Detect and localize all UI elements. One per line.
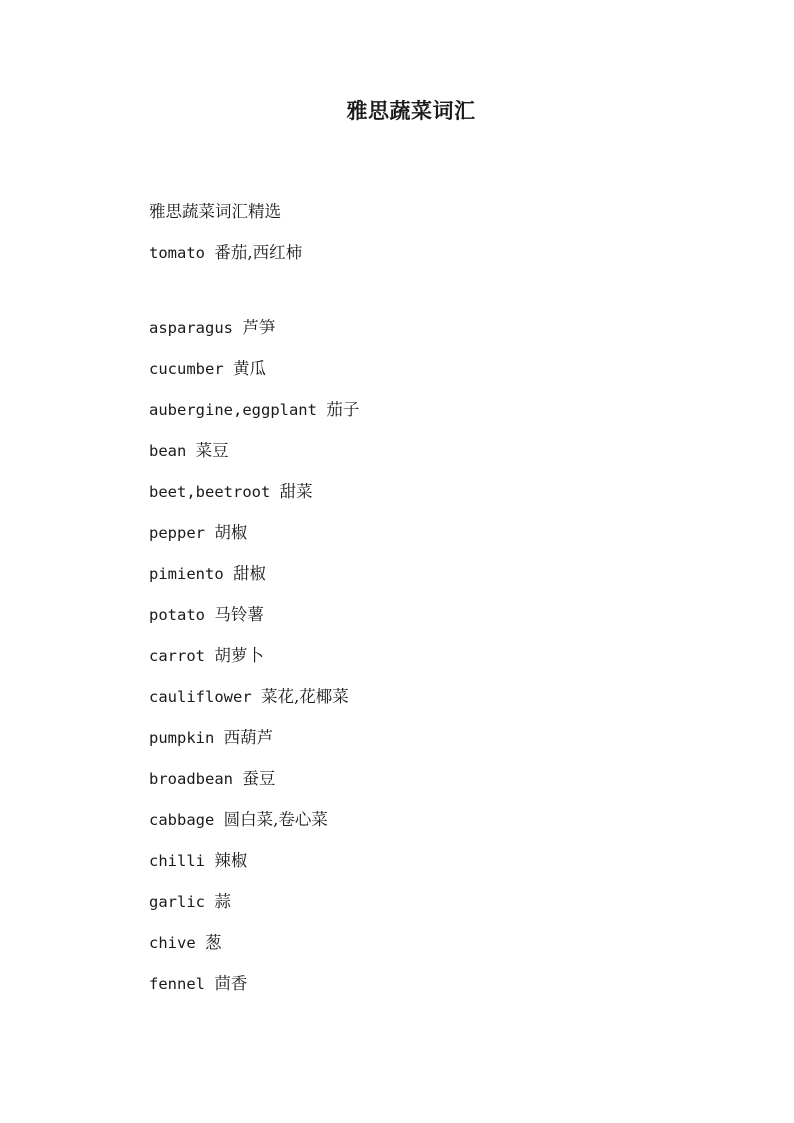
list-item [149, 890, 709, 931]
entry-list [149, 316, 709, 1013]
entry-chinese: 西葫芦 [223, 728, 274, 747]
list-item [149, 685, 709, 726]
entry-english: pepper [149, 524, 205, 542]
entry-english: asparagus [149, 319, 233, 337]
entry-english: potato [149, 606, 205, 624]
entry-chinese: 辣椒 [214, 851, 248, 870]
entry-english: beet,beetroot [149, 483, 271, 501]
entry-english: chilli [149, 852, 205, 870]
list-item [149, 849, 709, 890]
list-item [149, 398, 709, 439]
list-item [149, 931, 709, 972]
entry-english: cucumber [149, 360, 224, 378]
entry-chinese: 黄瓜 [233, 359, 266, 378]
list-item [149, 603, 709, 644]
entry-chinese: 甜菜 [279, 482, 313, 501]
list-item [149, 808, 709, 849]
entry-english: fennel [149, 975, 205, 993]
entry-chinese: 番茄,西红柿 [214, 243, 303, 262]
entry-english: garlic [149, 893, 205, 911]
entry-chinese: 甜椒 [233, 564, 266, 583]
entry-english: pimiento [149, 565, 224, 583]
list-item [149, 644, 709, 685]
entry-english: cauliflower [149, 688, 252, 706]
list-item [149, 357, 709, 398]
intro-entry [149, 241, 709, 282]
entry-chinese: 茴香 [214, 974, 248, 993]
list-item [149, 972, 709, 1013]
entry-english: tomato [149, 244, 205, 262]
list-item [149, 562, 709, 603]
entry-english: cabbage [149, 811, 215, 829]
entry-english: chive [149, 934, 196, 952]
spacer [149, 282, 709, 316]
entry-english: broadbean [149, 770, 233, 788]
entry-chinese: 蒜 [214, 892, 231, 911]
entry-chinese: 菜花,花椰菜 [261, 687, 349, 706]
entry-english: pumpkin [149, 729, 215, 747]
list-item [149, 316, 709, 357]
list-item [149, 439, 709, 480]
entry-chinese: 茄子 [326, 400, 360, 419]
entry-chinese: 葱 [205, 933, 222, 952]
entry-chinese: 马铃薯 [214, 605, 264, 624]
entry-chinese: 圆白菜,卷心菜 [223, 810, 328, 829]
entry-english: aubergine,eggplant [149, 401, 317, 419]
entry-chinese: 蚕豆 [242, 769, 276, 788]
entry-chinese: 胡椒 [214, 523, 248, 542]
vocabulary-list [149, 200, 709, 1013]
entry-chinese: 芦笋 [242, 318, 276, 337]
entry-english: bean [149, 442, 187, 460]
list-item [149, 726, 709, 767]
list-item [149, 480, 709, 521]
list-item [149, 521, 709, 562]
section-subtitle: 雅思蔬菜词汇精选 [149, 202, 281, 221]
page-title: 雅思蔬菜词汇 [346, 98, 476, 123]
entry-chinese: 菜豆 [195, 441, 229, 460]
entry-english: carrot [149, 647, 205, 665]
entry-chinese: 胡萝卜 [214, 646, 264, 665]
list-item [149, 767, 709, 808]
